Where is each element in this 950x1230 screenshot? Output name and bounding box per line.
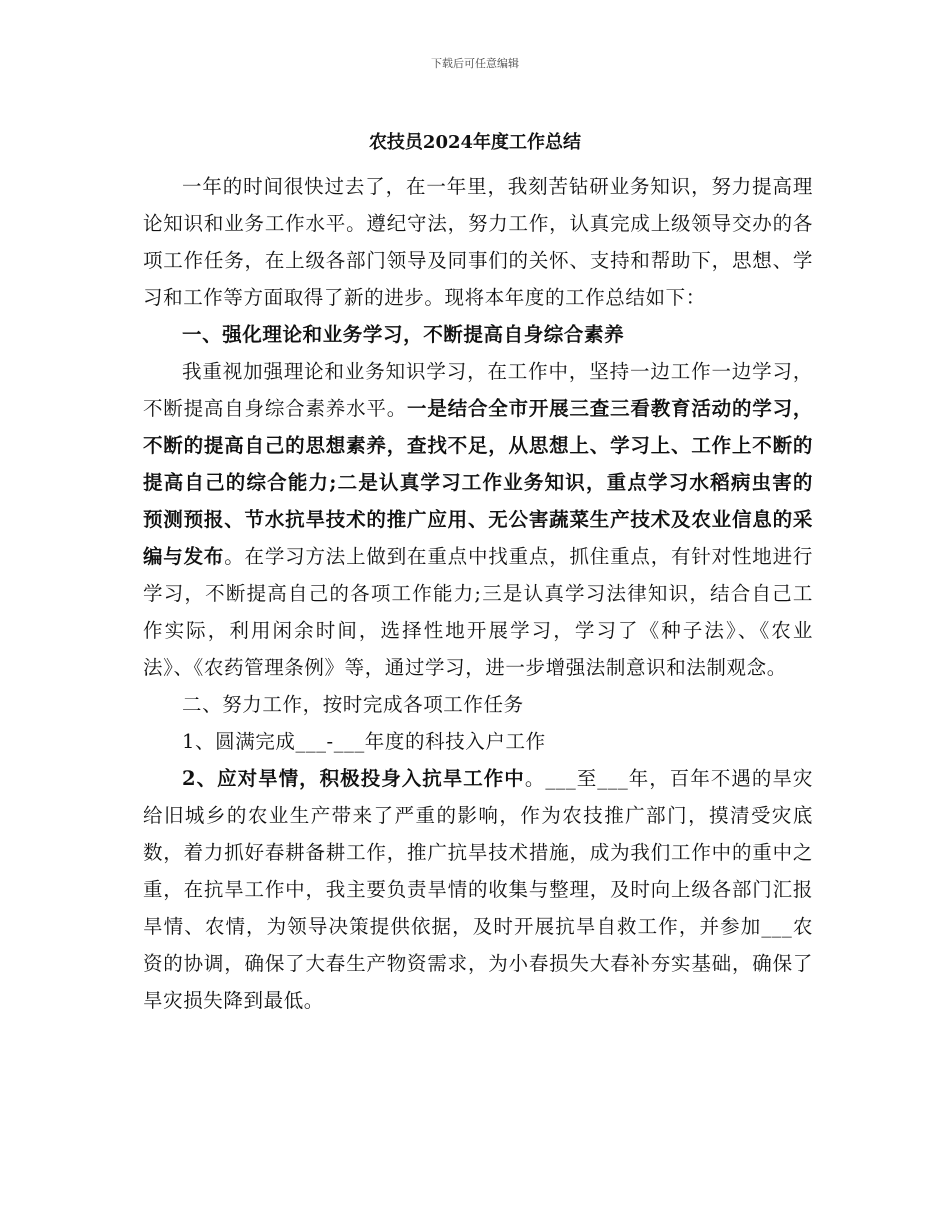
section2-heading: 二、努力工作，按时完成各项工作任务 xyxy=(182,693,524,716)
section1-text-bold: 一是结合全市开展三查三看教育活动的学习，不断的提高自己的思想素养，查找不足，从思想上、学习上、工作上不断的提高自己的综合能力;二是认真学习工作业务知识，重点学习水稻病虫害的预测预报、节水抗旱技术的推广应用、无公害蔬菜生产技术及农业信息的采编与发布 xyxy=(143,397,813,568)
section1-heading: 一、强化理论和业务学习，不断提高自身综合素养 xyxy=(182,323,625,346)
document-title: 农技员2024年度工作总结 xyxy=(368,132,582,153)
item2-bold-lead: 2、应对旱情，积极投身入抗旱工作中 xyxy=(182,767,525,790)
item2-paragraph xyxy=(143,760,813,1019)
section1-paragraph xyxy=(143,353,813,686)
header-note: 下载后可任意编辑 xyxy=(431,57,519,70)
section1-text-start: 我重视加强理论和业务知识学习，在工作中，坚持一边工作一边学习，不断提高自身综合素养水平。 xyxy=(143,360,813,420)
intro-paragraph: 一年的时间很快过去了，在一年里，我刻苦钻研业务知识，努力提高理论知识和业务工作水平。遵纪守法，努力工作，认真完成上级领导交办的各项工作任务，在上级各部门领导及同事们的关怀、支持和帮助下，思想、学习和工作等方面取得了新的进步。现将本年度的工作总结如下： xyxy=(143,175,813,309)
section1-text-end: 。在学习方法上做到在重点中找重点，抓住重点，有针对性地进行学习，不断提高自己的各项工作能力;三是认真学习法律知识，结合自己工作实际，利用闲余时间，选择性地开展学习，学习了《种子法》、《农业法》、《农药管理条例》等，通过学习，进一步增强法制意识和法制观念。 xyxy=(143,545,814,679)
document-body xyxy=(143,168,813,1019)
item1-line: 1、圆满完成___-___年度的科技入户工作 xyxy=(182,730,546,753)
item2-text: 。___至___年，百年不遇的旱灾给旧城乡的农业生产带来了严重的影响，作为农技推广部门，摸清受灾底数，着力抓好春耕备耕工作，推广抗旱技术措施，成为我们工作中的重中之重，在抗旱工作中，我主要负责旱情的收集与整理，及时向上级各部门汇报旱情、农情，为领导决策提供依据，及时开展抗旱自救工作，并参加___农资的协调，确保了大春生产物资需求，为小春损失大春补夯实基础，确保了旱灾损失降到最低。 xyxy=(143,767,813,1012)
